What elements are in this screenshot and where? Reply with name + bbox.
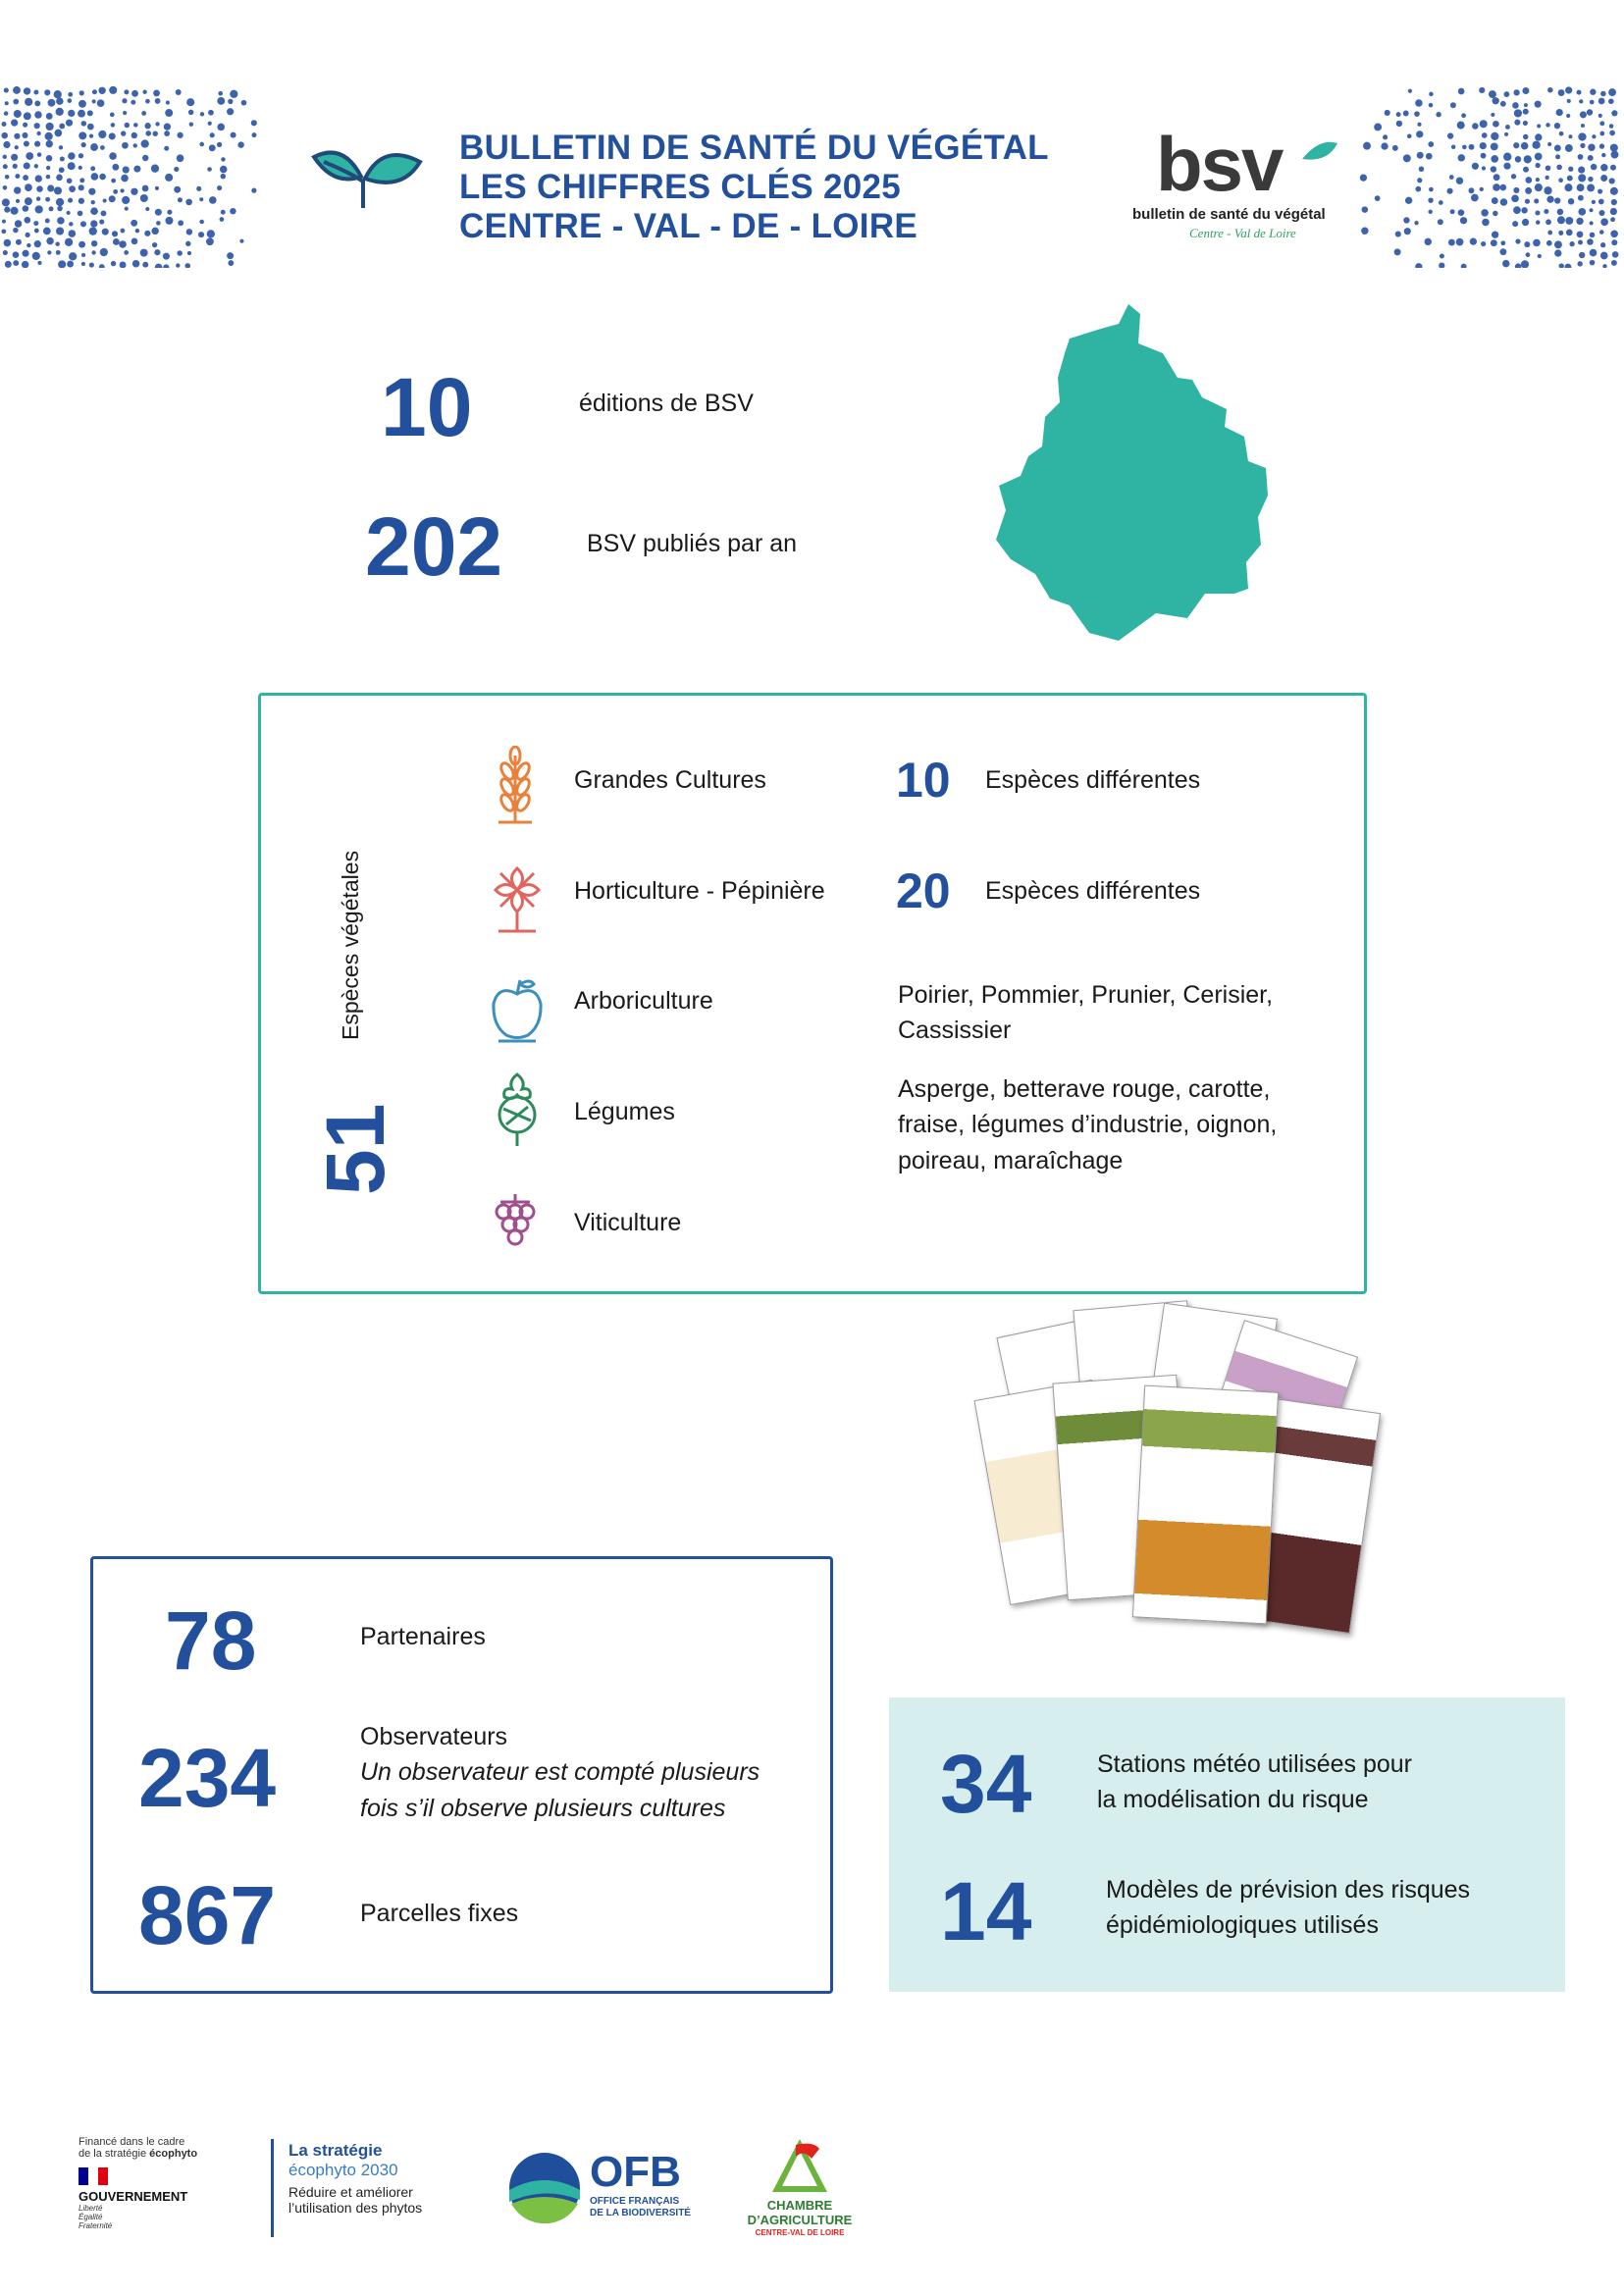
partners-value: 78 — [165, 1594, 257, 1687]
gov-funding-text: de la stratégie — [79, 2148, 147, 2160]
strategy-line-2: écophyto 2030 — [288, 2161, 398, 2179]
horticulture-detail: Espèces différentes — [985, 877, 1201, 905]
bsv-logo-line-2: Centre - Val de Loire — [1189, 226, 1296, 240]
crop-arboriculture: Arboriculture — [574, 987, 713, 1015]
flower-icon — [491, 861, 545, 934]
editions-label: éditions de BSV — [579, 390, 754, 417]
vegetable-icon — [489, 1070, 546, 1148]
ofb-mark: OFB — [590, 2148, 681, 2196]
legumes-detail — [898, 1071, 1277, 1178]
apple-icon — [489, 976, 546, 1043]
gov-name: GOUVERNEMENT — [79, 2189, 188, 2204]
observers-note-line-2: fois s’il observe plusieurs cultures — [360, 1794, 726, 1822]
crop-viticulture: Viticulture — [574, 1209, 682, 1236]
editions-value: 10 — [381, 361, 473, 453]
strategy-line-4: l’utilisation des phytos — [288, 2200, 423, 2216]
french-flag-icon — [79, 2167, 108, 2185]
stations-label-line-1: Stations météo utilisées pour — [1097, 1750, 1413, 1778]
observers-value: 234 — [138, 1732, 277, 1824]
ofb-globe-icon — [507, 2151, 582, 2225]
bsv-published-label: BSV publiés par an — [587, 530, 798, 557]
ecophyto-divider — [271, 2139, 274, 2237]
government-logo — [79, 2136, 255, 2230]
stations-label — [1097, 1747, 1412, 1818]
title-line-3: CENTRE - VAL - DE - LOIRE — [459, 207, 918, 245]
grandes-cultures-count: 10 — [896, 753, 951, 808]
leaf-icon — [304, 137, 427, 216]
crop-legumes: Légumes — [574, 1098, 675, 1125]
ecophyto-strategy-logo — [288, 2141, 485, 2216]
partners-label: Partenaires — [360, 1623, 486, 1650]
arboriculture-detail-line-1: Poirier, Pommier, Prunier, Cerisier, — [898, 981, 1274, 1009]
bsv-logo-mark: bsv — [1156, 121, 1283, 207]
bsv-logo-line-1: bulletin de santé du végétal — [1132, 206, 1326, 223]
dot-pattern-left — [0, 86, 265, 268]
crop-grandes-cultures: Grandes Cultures — [574, 766, 766, 794]
grandes-cultures-detail: Espèces différentes — [985, 766, 1201, 794]
gov-motto-3: Fraternité — [79, 2221, 113, 2230]
arboriculture-detail — [898, 977, 1273, 1049]
title-line-1: BULLETIN DE SANTÉ DU VÉGÉTAL — [459, 129, 1049, 167]
legumes-detail-line-1: Asperge, betterave rouge, carotte, — [898, 1075, 1271, 1103]
stations-value: 34 — [940, 1738, 1032, 1830]
strategy-line-3: Réduire et améliorer — [288, 2184, 413, 2200]
gov-motto-2: Égalité — [79, 2213, 103, 2221]
ofb-line-2: DE LA BIODIVERSITÉ — [590, 2208, 691, 2218]
legumes-detail-line-2: fraise, légumes d’industrie, oignon, — [898, 1111, 1278, 1139]
chambre-line-1: CHAMBRE — [766, 2198, 833, 2213]
bsv-published-value: 202 — [365, 500, 503, 593]
bulletin-pages-image — [971, 1295, 1433, 1668]
ofb-line-1: OFFICE FRANÇAIS — [590, 2196, 680, 2207]
models-value: 14 — [940, 1865, 1032, 1957]
dot-pattern-right — [1359, 86, 1624, 268]
species-vertical-label: Espèces végétales — [338, 850, 363, 1040]
plots-label: Parcelles fixes — [360, 1900, 519, 1927]
models-label — [1106, 1872, 1470, 1944]
bsv-logo — [1128, 121, 1364, 245]
title-line-2: LES CHIFFRES CLÉS 2025 — [459, 168, 902, 206]
species-total: 51 — [309, 1103, 401, 1195]
strategy-line-1: La stratégie — [288, 2141, 383, 2160]
ofb-logo — [507, 2148, 704, 2229]
stations-label-line-2: la modélisation du risque — [1097, 1786, 1369, 1814]
gov-funding-ecophyto: écophyto — [149, 2148, 198, 2160]
chambre-agriculture-logo — [741, 2137, 859, 2245]
gov-funding-line-1: Financé dans le cadre — [79, 2136, 185, 2148]
models-label-line-1: Modèles de prévision des risques — [1106, 1876, 1471, 1904]
chambre-line-2: D’AGRICULTURE — [747, 2213, 853, 2227]
region-map — [991, 299, 1285, 648]
plots-value: 867 — [138, 1869, 277, 1961]
observers-note-line-1: Un observateur est compté plusieurs — [360, 1758, 760, 1787]
bsv-leaf-icon — [1300, 137, 1339, 167]
crop-horticulture: Horticulture - Pépinière — [574, 877, 825, 905]
observers-text — [360, 1719, 760, 1826]
legumes-detail-line-3: poireau, maraîchage — [898, 1146, 1124, 1174]
gov-motto-1: Liberté — [79, 2204, 103, 2213]
models-label-line-2: épidémiologiques utilisés — [1106, 1911, 1379, 1940]
grapes-icon — [491, 1192, 540, 1253]
chambre-agriculture-emblem-icon — [768, 2137, 831, 2196]
gov-funding-line-2 — [79, 2148, 255, 2160]
page-title — [459, 129, 1087, 246]
horticulture-count: 20 — [896, 863, 951, 918]
arboriculture-detail-line-2: Cassissier — [898, 1017, 1012, 1045]
chambre-line-3: CENTRE-VAL DE LOIRE — [755, 2228, 845, 2237]
observers-label: Observateurs — [360, 1723, 508, 1750]
wheat-icon — [491, 746, 540, 824]
